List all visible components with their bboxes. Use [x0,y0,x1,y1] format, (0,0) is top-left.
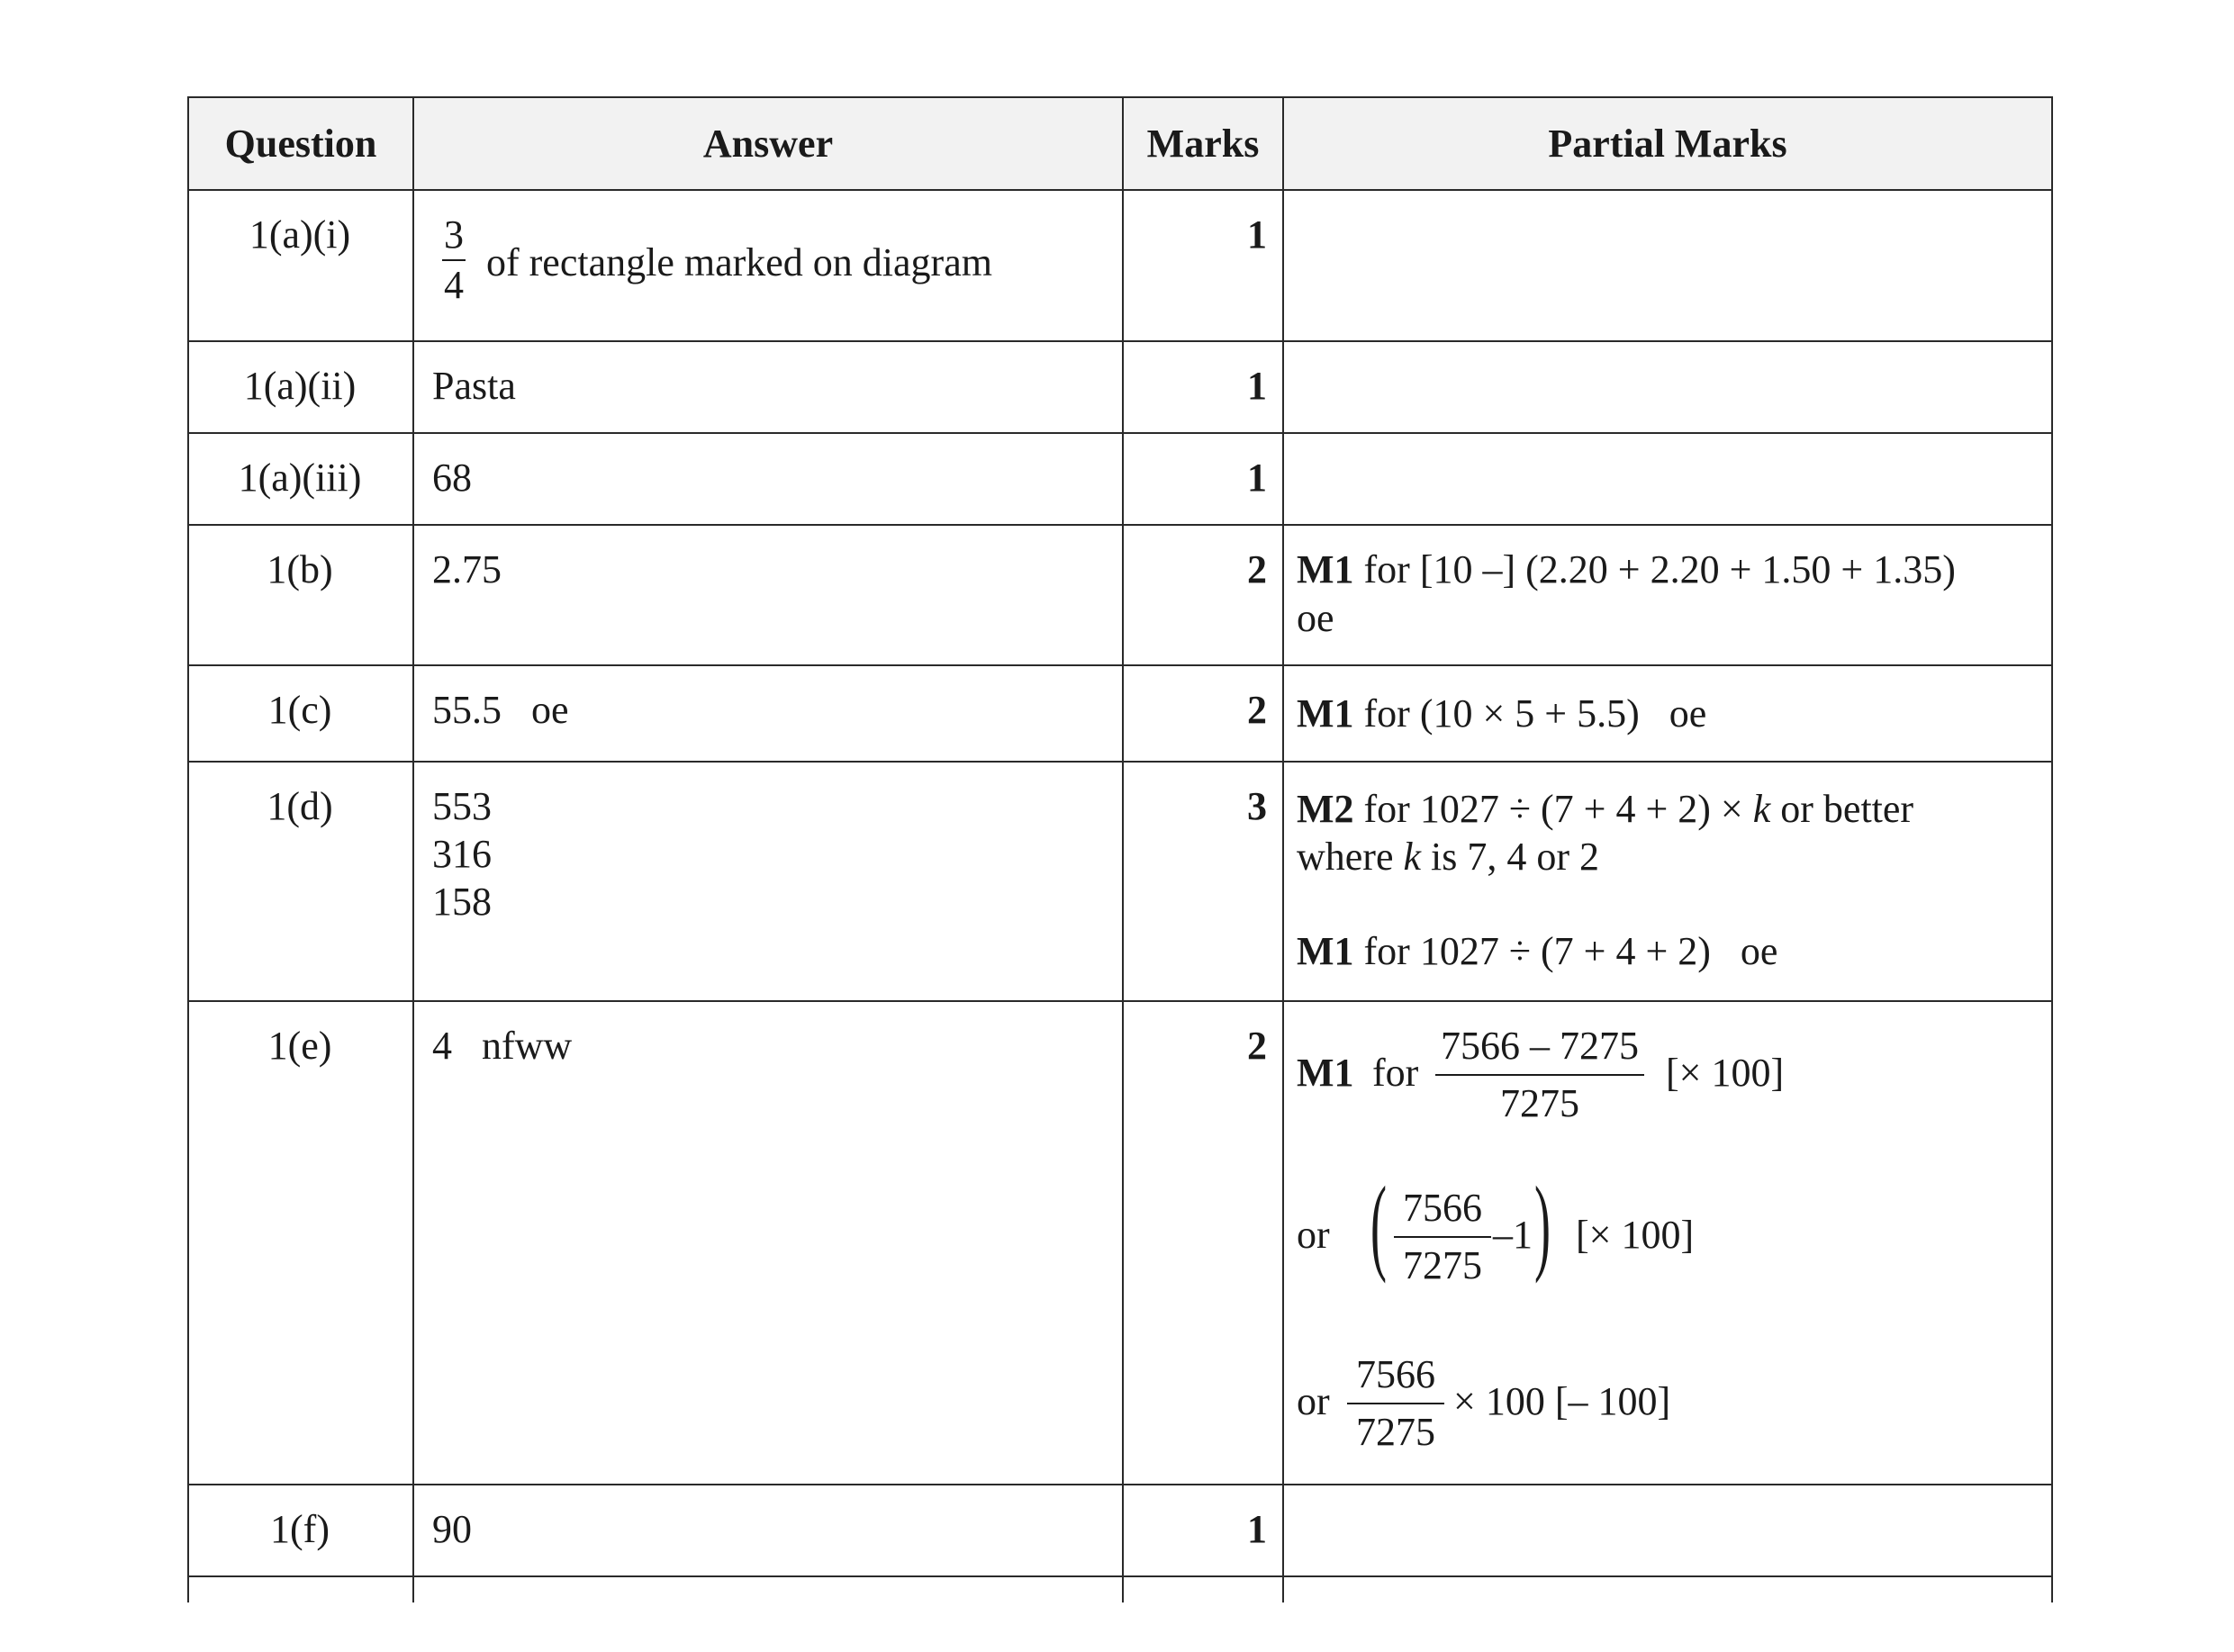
partial-text: for (10 × 5 + 5.5) oe [1353,691,1707,736]
partial-text: or better [1770,787,1914,831]
partial-marks-text [1297,833,1599,881]
fraction-numerator: 7566 – 7275 [1441,1024,1639,1068]
partial-marks-text [1297,1049,1354,1097]
fraction-denominator: 7275 [1356,1410,1435,1454]
mark-code: M2 [1297,787,1354,831]
question-number: 1(d) [267,784,333,828]
fraction-bar [1394,1236,1491,1238]
partial-text: where [1297,835,1404,879]
row-divider [187,340,2053,342]
header-partial-marks: Partial Marks [1548,122,1787,166]
fraction-numerator: 7566 [1403,1186,1482,1230]
partial-text: [× 100] [1666,1051,1785,1095]
partial-marks-text [1297,690,1706,738]
partial-text: for [10 –] (2.20 + 2.20 + 1.50 + 1.35) [1353,547,1956,591]
fraction-bar [1435,1074,1644,1076]
answer-text: 2.75 [432,547,502,591]
partial-marks-text: oe [1297,596,1334,640]
marks-value: 2 [1247,1024,1267,1068]
partial-text: or [1297,1379,1330,1423]
partial-marks-text [1297,927,1777,976]
answer-text: 68 [432,456,472,500]
row-divider [187,761,2053,763]
mark-code: M1 [1297,547,1354,591]
row-divider [187,432,2053,434]
partial-text: × 100 [– 100] [1453,1379,1671,1423]
partial-text: –1 [1493,1213,1533,1257]
variable-k: k [1403,835,1422,879]
partial-text: is 7, 4 or 2 [1421,835,1600,879]
marks-value: 1 [1247,1507,1267,1551]
column-divider [187,96,189,1602]
column-divider [412,96,414,1602]
mark-code: M1 [1297,1051,1354,1095]
answer-fraction [436,211,472,310]
partial-marks-text [1297,546,1956,594]
row-divider [187,189,2053,191]
answer-line: 316 [432,832,492,876]
fraction [1435,1022,1644,1128]
answer-text: 55.5 oe [432,688,569,732]
row-divider [187,1484,2053,1485]
header-answer: Answer [702,122,834,166]
fraction-numerator: 7566 [1356,1352,1435,1396]
answer-text: 90 [432,1507,472,1551]
fraction-denominator: 7275 [1403,1243,1482,1287]
right-parenthesis: ) [1534,1164,1551,1284]
column-divider [1122,96,1124,1602]
variable-k: k [1752,787,1771,831]
fraction-bar [1347,1403,1444,1404]
fraction [1394,1184,1491,1290]
answer-text: Pasta [432,364,516,408]
question-number: 1(a)(ii) [243,364,357,408]
left-parenthesis: ( [1370,1164,1387,1284]
answer-line: 158 [432,880,492,924]
question-number: 1(c) [267,688,332,732]
row-divider [187,524,2053,526]
answer-text: 4 nfww [432,1024,573,1068]
marks-value: 2 [1247,688,1267,732]
fraction-denominator: 7275 [1500,1081,1579,1125]
question-number: 1(f) [270,1507,330,1551]
column-divider [2051,96,2053,1602]
fraction-numerator: 3 [444,212,464,257]
partial-text: [× 100] [1576,1213,1695,1257]
row-divider [187,1575,2053,1577]
partial-text: for [1372,1051,1419,1095]
answer-line: 553 [432,784,492,828]
header-question: Question [224,122,377,166]
question-number: 1(e) [267,1024,332,1068]
question-number: 1(a)(i) [249,212,351,257]
row-divider [187,1000,2053,1002]
marks-value: 1 [1247,364,1267,408]
fraction-denominator: 4 [444,263,464,307]
question-number: 1(a)(iii) [238,456,362,500]
mark-code: M1 [1297,929,1354,973]
marks-value: 1 [1247,456,1267,500]
answer-text: of rectangle marked on diagram [486,240,992,284]
column-divider [1282,96,1284,1602]
table-border-top [187,96,2053,98]
marks-value: 2 [1247,547,1267,591]
header-marks: Marks [1146,122,1260,166]
partial-text: for 1027 ÷ (7 + 4 + 2) oe [1353,929,1778,973]
fraction [1347,1350,1444,1457]
question-number: 1(b) [267,547,333,591]
marks-value: 1 [1247,212,1267,257]
partial-text: for 1027 ÷ (7 + 4 + 2) × [1353,787,1753,831]
row-divider [187,664,2053,666]
marks-value: 3 [1247,784,1267,828]
mark-code: M1 [1297,691,1354,736]
partial-marks-text [1297,785,1913,834]
partial-text: or [1297,1213,1330,1257]
